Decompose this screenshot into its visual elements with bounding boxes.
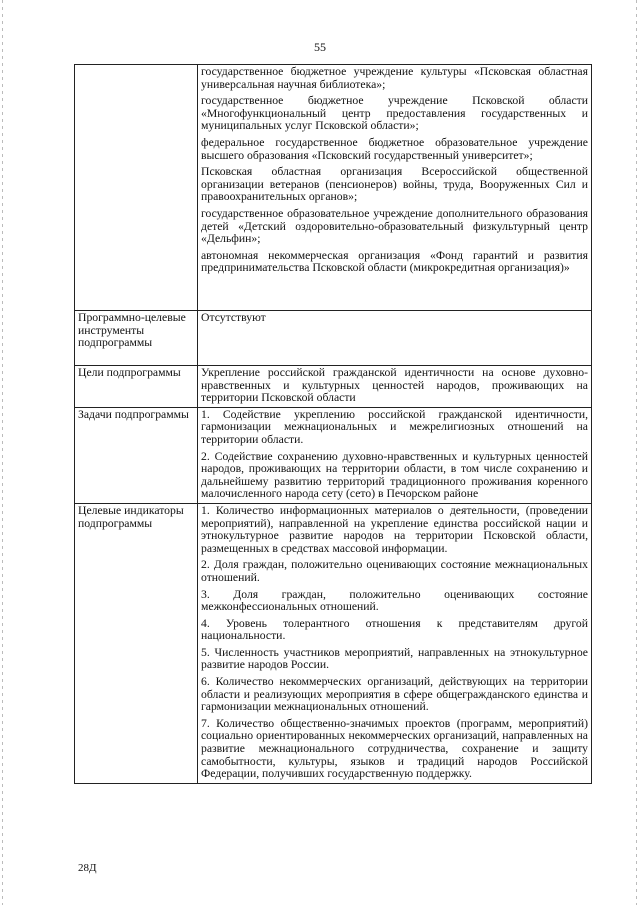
row-label: Задачи подпрограммы [75,407,198,503]
row-label: Цели подпрограммы [75,366,198,408]
indicator-item: 3. Доля граждан, положительно оценивающих состояние межконфессиональных отношений. [201,587,588,614]
program-passport-table [74,64,592,784]
indicator-item: 7. Количество общественно-значимых проектов (программ, мероприятий) социально ориентированных некоммерческих организаций, направленных на развитие межнационального сотрудничества, сохранение и защиту самобытности, культуры, языков и традиций народов Российской Федерации, получивших государственную поддержку. [201,716,588,781]
participant-item: государственное бюджетное учреждение культуры «Псковская областная универсальная научная библиотека»; [201,65,588,91]
row-content [198,311,592,366]
page-number: 55 [314,40,326,54]
table-row [75,366,592,408]
row-text: Укрепление российской гражданской идентичности на основе духовно-нравственных и культурных ценностей народов, проживающих на территории Псковской области [201,366,588,405]
scan-edge-left [2,0,3,905]
table-row [75,407,592,503]
row-label: Программно-целевые инструменты подпрограммы [75,311,198,366]
row-label [75,65,198,311]
indicator-item: 2. Доля граждан, положительно оценивающих состояние межнациональных отношений. [201,558,588,584]
participant-item: автономная некоммерческая организация «Фонд гарантий и развития предпринимательства Псковской области (микрокредитная организация)» [201,248,588,275]
footer-code: 28Д [78,862,97,874]
table-row [75,65,592,311]
task-item: 2. Содействие сохранению духовно-нравственных и культурных ценностей народов, проживающих на территории области, в том числе сохранению и дальнейшему развитию территорий традиционного проживания коренного малочисленного народа сету (сето) в Печорском районе [201,449,588,501]
row-label-text: Целевые индикаторы подпрограммы [78,503,184,530]
indicator-item: 1. Количество информационных материалов о деятельности, (проведении мероприятий), направленной на укрепление единства российской нации и этнокультурное развитие народов на территории Псковской области, размещенных в средствах массовой информации. [201,503,588,555]
scan-edge-right [636,0,637,905]
indicator-item: 4. Уровень толерантного отношения к представителям другой национальности. [201,616,588,643]
table-row [75,503,592,783]
participant-item: Псковская областная организация Всероссийской общественной организации ветеранов (пенсионеров) войны, труда, Вооруженных Сил и правоохранительных органов»; [201,165,588,204]
row-content [198,65,592,311]
row-content [198,503,592,783]
table-row [75,311,592,366]
participant-item: государственное бюджетное учреждение Псковской области «Многофункциональный центр предоставления государственных и муниципальных услуг Псковской области»; [201,94,588,133]
participant-item: федеральное государственное бюджетное образовательное учреждение высшего образования «Псковский государственный университет»; [201,135,588,162]
row-content [198,407,592,503]
row-content [198,366,592,408]
indicator-item: 6. Количество некоммерческих организаций, действующих на территории области и реализующих мероприятия в сфере общегражданского единства и гармонизации межнациональных отношений. [201,675,588,714]
task-item: 1. Содействие укреплению российской гражданской идентичности, гармонизации межнациональных и межрелигиозных отношений на территории области. [201,407,588,446]
indicator-item: 5. Численность участников мероприятий, направленных на этнокультурное развитие народов России. [201,645,588,672]
row-text: Отсутствуют [201,311,266,324]
participant-item: государственное образовательное учреждение дополнительного образования детей «Детский оздоровительно-образовательный физкультурный центр «Дельфин»; [201,206,588,246]
row-label [75,503,198,783]
